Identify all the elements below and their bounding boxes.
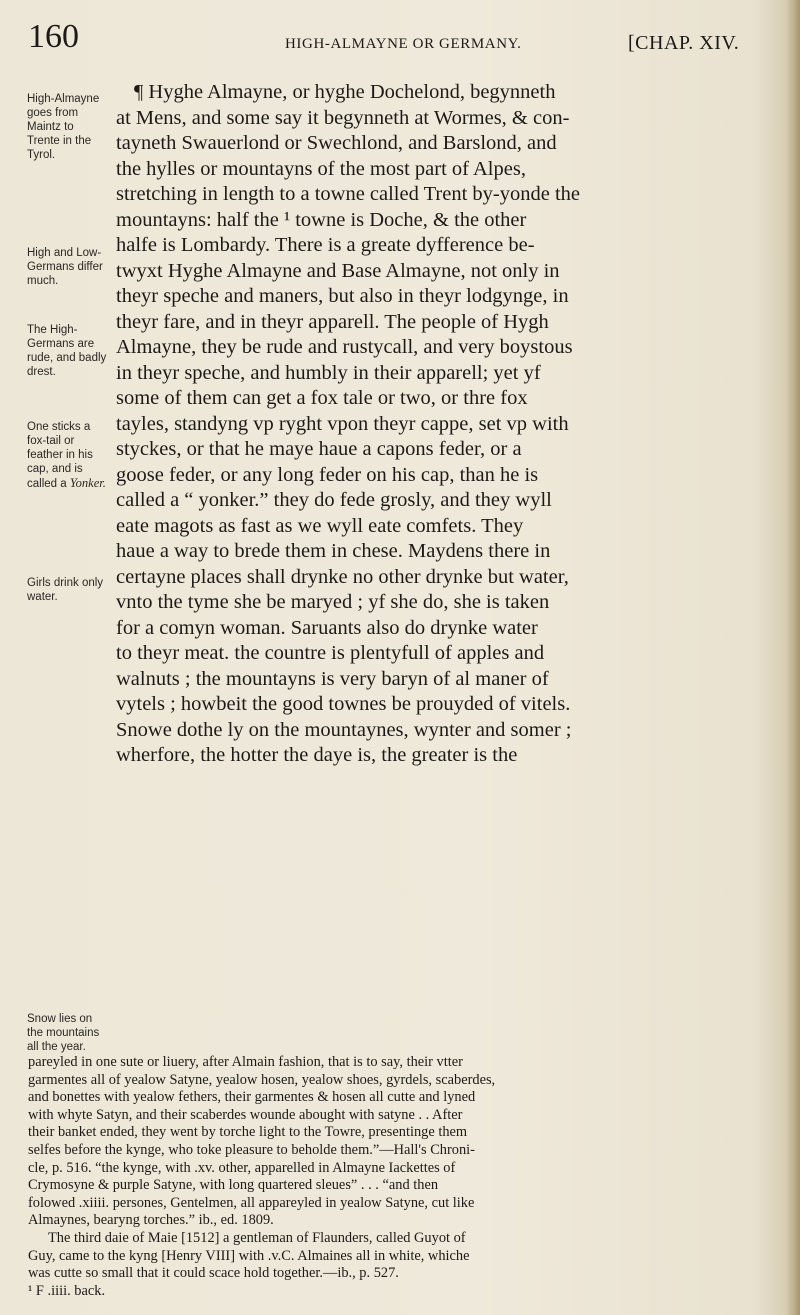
footnote-line: their banket ended, they went by torche light to the Towre, presentinge them [28, 1124, 468, 1141]
text-line: styckes, or that he maye haue a capons feder, or a [116, 438, 522, 460]
margin-note-yonker: Yonker. [69, 476, 106, 490]
text-line: halfe is Lombardy. There is a greate dyfference be- [116, 234, 535, 256]
footnote-mark-line: ¹ F .iiii. back. [28, 1282, 106, 1299]
footnote-line: with whyte Satyn, and their scaberdes wounde abought with satyne . . After [28, 1106, 463, 1123]
margin-note-girls-water: Girls drink only water. [27, 577, 104, 603]
footnote-line: pareyled in one sute or liuery, after Almain fashion, that is to say, their vtter [28, 1054, 463, 1070]
running-title: HIGH-ALMAYNE OR GERMANY. [285, 36, 522, 52]
text-line: goose feder, or any long feder on his cap, than he is [116, 463, 539, 486]
text-line: tayles, standyng vp ryght vpon theyr cappe, set vp with [116, 412, 569, 435]
margin-note-rude-dress: The High-Germans are rude, and badly drest. [27, 324, 107, 378]
text-line: vytels ; howbeit the good townes be prouyded of vitels. [116, 693, 571, 715]
text-line: ¶ Hyghe Almayne, or hyghe Dochelond, begynneth [134, 81, 556, 103]
text-line: some of them can get a fox tale or two, or thre fox [116, 387, 528, 409]
text-line: to theyr meat. the countre is plentyfull of apples and [116, 642, 545, 664]
text-line: theyr fare, and in theyr apparell. The people of Hygh [116, 310, 549, 333]
text-line: called a “ yonker.” they do fede grosly, and they wyll [116, 489, 552, 511]
margin-note-high-low-germans: High and Low-Germans differ much. [27, 247, 103, 287]
page-edge-shadow [786, 0, 800, 1315]
text-line: certayne places shall drynke no other drynke but water, [116, 565, 569, 588]
footnote-line: folowed .xiiii. persones, Gentelmen, all appareyled in yealow Satyne, cut like [28, 1194, 475, 1211]
text-line: tayneth Swauerlond or Swechlond, and Barslond, and [116, 132, 557, 154]
footnote-line: selfes before the kynge, who toke pleasure to beholde them.”—Hall's Chroni- [28, 1141, 475, 1158]
footnote-line: The third daie of Maie [1512] a gentleman of Flaunders, called Guyot of [48, 1229, 466, 1246]
footnote-line: cle, p. 516. “the kynge, with .xv. other, apparelled in Almayne Iackettes of [28, 1159, 456, 1176]
text-line: mountayns: half the ¹ towne is Doche, & the other [116, 208, 527, 231]
text-line: haue a way to brede them in chese. Maydens there in [116, 540, 551, 562]
text-line: eate magots as fast as we wyll eate comfets. They [116, 514, 524, 537]
text-line: twyxt Hyghe Almayne and Base Almayne, not only in [116, 259, 560, 282]
text-line: walnuts ; the mountayns is very baryn of al maner of [116, 667, 549, 690]
footnote-line: garmentes all of yealow Satyne, yealow hosen, yealow shoes, gyrdels, scaberdes, [28, 1071, 496, 1088]
text-line: theyr speche and maners, but also in theyr lodgynge, in [116, 285, 569, 307]
text-line: at Mens, and some say it begynneth at Wormes, & con- [116, 106, 570, 129]
page-header [0, 14, 800, 74]
footnote-line: and bonettes with yealow fethers, their garmentes & hosen all cutte and lyned [28, 1089, 476, 1106]
footnote-line: Guy, came to the kyng [Henry VIII] with .v.C. Almaines all in white, whiche [28, 1247, 470, 1264]
footnote-line: was cutte so small that it could scace hold together.—ib., p. 527. [28, 1265, 399, 1282]
text-line: stretching in length to a towne called Trent by-yonde the [116, 183, 581, 205]
margin-note-fox-tail [27, 420, 107, 491]
text-line: in theyr speche, and humbly in their apparell; yet yf [116, 361, 541, 384]
page-number: 160 [28, 18, 79, 55]
text-line: Almayne, they be rude and rustycall, and very boystous [116, 336, 573, 358]
text-line: the hylles or mountayns of the most part of Alpes, [116, 157, 526, 180]
chapter-reference: [CHAP. XIV. [628, 32, 740, 54]
text-line: vnto the tyme she be maryed ; yf she do, she is taken [116, 591, 550, 613]
footnote-block [28, 1054, 768, 1300]
main-text-block [116, 80, 766, 769]
footnote-line: Crymosyne & purple Satyne, with long quartered sleues” . . . “and then [28, 1177, 439, 1194]
text-line: for a comyn woman. Saruants also do drynke water [116, 616, 538, 639]
text-line: wherfore, the hotter the daye is, the greater is the [116, 744, 518, 766]
margin-note-fox-tail-text: One sticks a fox-tail or feather in his cap, and is called a [27, 421, 93, 490]
margin-note-snow: Snow lies on the mountains all the year. [27, 1013, 100, 1053]
footnote-line: Almaynes, bearyng torches.” ib., ed. 1809. [28, 1212, 274, 1229]
text-line: Snowe dothe ly on the mountaynes, wynter and somer ; [116, 718, 572, 741]
margin-note-high-almayne: High-Almayne goes from Maintz to Trente in the Tyrol. [27, 93, 100, 161]
